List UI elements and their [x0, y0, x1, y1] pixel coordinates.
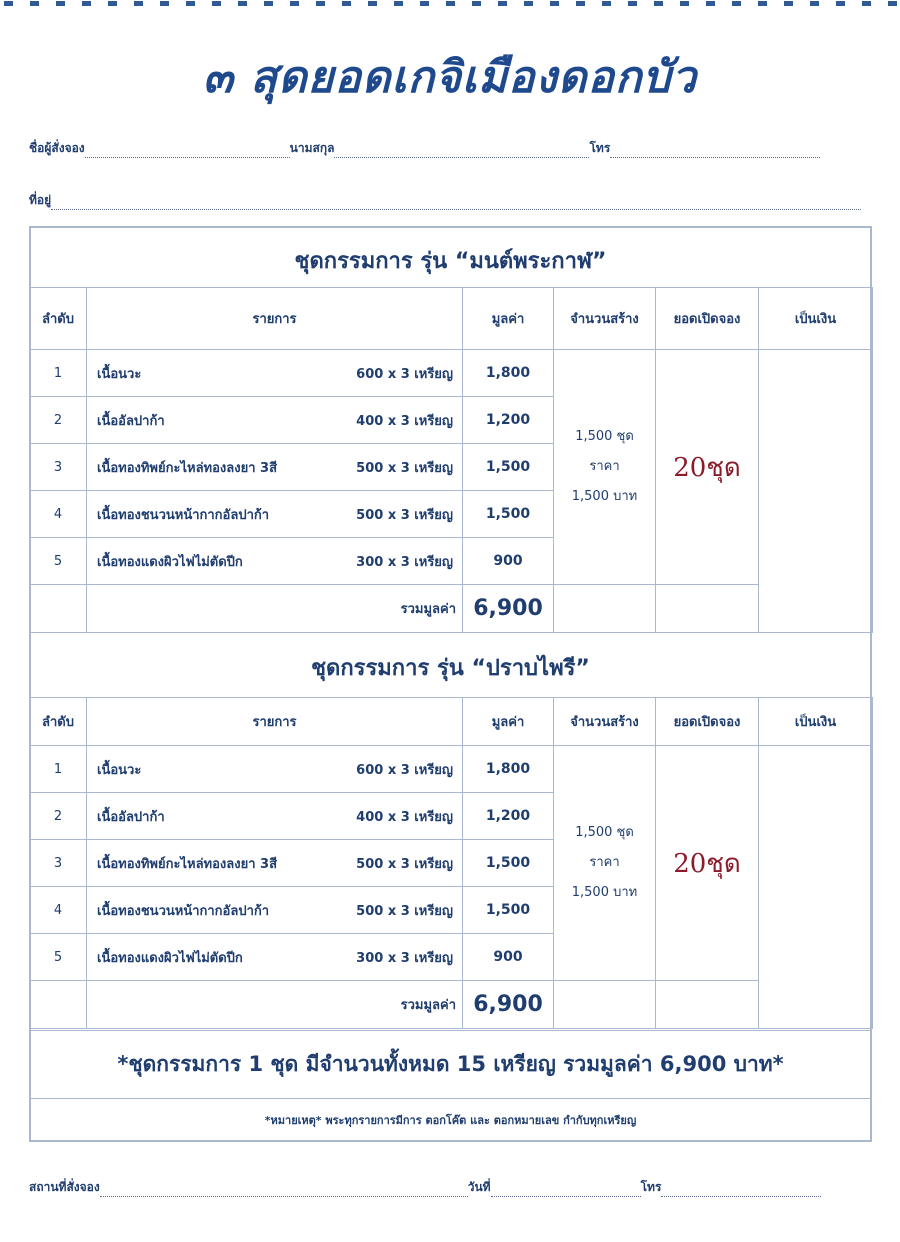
item-name: เนื้อนวะ [97, 366, 142, 382]
item-name: เนื้อทองทิพย์กะไหล่ทองลงยา 3สี [97, 460, 278, 476]
col-build-header: จำนวนสร้าง [554, 698, 656, 746]
item-name: เนื้อทองแดงผิวไฟไม่ตัดปีก [97, 554, 243, 570]
order-place-field[interactable] [29, 1178, 821, 1197]
col-open-header: ยอดเปิดจอง [656, 698, 759, 746]
table-row [30, 350, 873, 397]
items-table-2 [29, 697, 873, 1029]
item-name: เนื้ออัลปาก้า [97, 413, 165, 429]
order-place-blank[interactable] [100, 1184, 468, 1197]
section-title-1: ชุดกรรมการ รุ่น “มนต์พระกาฬ” [294, 249, 607, 274]
perforation-edge [0, 0, 900, 10]
build-quantity-cell [554, 350, 656, 585]
build-quantity-cell [554, 746, 656, 981]
row-value: 1,200 [463, 793, 554, 840]
row-no: 5 [30, 934, 87, 981]
item-spec: 600 x 3 เหรียญ [356, 762, 453, 778]
date-label: วันที่ [467, 1180, 491, 1194]
total-blank [30, 981, 87, 1029]
row-item [87, 934, 463, 981]
item-spec: 400 x 3 เหรียญ [356, 413, 453, 429]
build-qty: 1,500 ชุด [575, 825, 634, 840]
row-item [87, 793, 463, 840]
total-value: 6,900 [463, 585, 554, 633]
total-value: 6,900 [463, 981, 554, 1029]
row-item [87, 746, 463, 793]
phone-label: โทร [589, 141, 611, 155]
col-no-header: ลำดับ [30, 698, 87, 746]
orderer-name-label: ชื่อผู้สั่งจอง [29, 141, 85, 155]
page-title: ๓ สุดยอดเกจิเมืองดอกบัว [202, 52, 698, 103]
row-value: 1,200 [463, 397, 554, 444]
row-no: 5 [30, 538, 87, 585]
item-name: เนื้อทองชนวนหน้ากากอัลปาก้า [97, 507, 270, 523]
row-no: 2 [30, 793, 87, 840]
address-field[interactable] [29, 191, 861, 210]
table-header-row [30, 288, 873, 350]
total-open-blank [656, 981, 759, 1029]
build-price: 1,500 บาท [571, 489, 638, 504]
total-label: รวมมูลค่า [87, 981, 463, 1029]
build-price-label: ราคา [589, 459, 620, 474]
item-spec: 300 x 3 เหรียญ [356, 950, 453, 966]
items-table-1 [29, 287, 873, 633]
item-name: เนื้อนวะ [97, 762, 142, 778]
footer-phone-blank[interactable] [661, 1184, 821, 1197]
surname-label: นามสกุล [289, 141, 335, 155]
address-blank[interactable] [51, 197, 861, 210]
item-spec: 300 x 3 เหรียญ [356, 554, 453, 570]
item-spec: 400 x 3 เหรียญ [356, 809, 453, 825]
address-label: ที่อยู่ [29, 193, 52, 207]
col-amount-header: เป็นเงิน [759, 698, 873, 746]
build-price: 1,500 บาท [571, 885, 638, 900]
row-value: 1,800 [463, 350, 554, 397]
row-item [87, 397, 463, 444]
item-name: เนื้อทองชนวนหน้ากากอัลปาก้า [97, 903, 270, 919]
row-item [87, 350, 463, 397]
row-no: 3 [30, 444, 87, 491]
order-place-label: สถานที่สั่งจอง [29, 1180, 100, 1194]
row-item [87, 444, 463, 491]
row-value: 1,500 [463, 444, 554, 491]
total-blank [30, 585, 87, 633]
col-no-header: ลำดับ [30, 288, 87, 350]
row-no: 4 [30, 887, 87, 934]
row-item [87, 491, 463, 538]
open-booking-cell: 20ชุด [656, 746, 759, 981]
table-row [30, 746, 873, 793]
total-open-blank [656, 585, 759, 633]
row-no: 1 [30, 746, 87, 793]
col-item-header: รายการ [87, 698, 463, 746]
build-price-label: ราคา [589, 855, 620, 870]
col-value-header: มูลค่า [463, 288, 554, 350]
item-name: เนื้ออัลปาก้า [97, 809, 165, 825]
row-value: 1,500 [463, 840, 554, 887]
item-name: เนื้อทองแดงผิวไฟไม่ตัดปีก [97, 950, 243, 966]
open-booking-cell: 20ชุด [656, 350, 759, 585]
remark-note: *หมายเหตุ* พระทุกรายการมีการ ตอกโค๊ต และ ตอกหมายเลข กำกับทุกเหรียญ [264, 1114, 637, 1127]
row-no: 2 [30, 397, 87, 444]
date-blank[interactable] [491, 1184, 641, 1197]
row-item [87, 840, 463, 887]
amount-cell[interactable] [759, 746, 873, 1029]
orderer-name-blank[interactable] [85, 145, 290, 158]
total-label: รวมมูลค่า [87, 585, 463, 633]
amount-cell[interactable] [759, 350, 873, 633]
row-item [87, 538, 463, 585]
row-no: 1 [30, 350, 87, 397]
total-row [30, 981, 873, 1029]
item-spec: 600 x 3 เหรียญ [356, 366, 453, 382]
footer-phone-label: โทร [640, 1180, 662, 1194]
item-spec: 500 x 3 เหรียญ [356, 903, 453, 919]
col-open-header: ยอดเปิดจอง [656, 288, 759, 350]
set-summary-note: *ชุดกรรมการ 1 ชุด มีจำนวนทั้งหมด 15 เหรียญ รวมมูลค่า 6,900 บาท* [29, 1030, 872, 1099]
total-build-blank [554, 981, 656, 1029]
row-value: 1,500 [463, 491, 554, 538]
orderer-name-field[interactable] [29, 139, 820, 158]
item-spec: 500 x 3 เหรียญ [356, 507, 453, 523]
col-build-header: จำนวนสร้าง [554, 288, 656, 350]
row-no: 4 [30, 491, 87, 538]
row-value: 1,800 [463, 746, 554, 793]
col-item-header: รายการ [87, 288, 463, 350]
row-item [87, 887, 463, 934]
table-header-row [30, 698, 873, 746]
row-value: 900 [463, 934, 554, 981]
item-spec: 500 x 3 เหรียญ [356, 460, 453, 476]
phone-blank[interactable] [610, 145, 820, 158]
surname-blank[interactable] [334, 145, 589, 158]
section-title-2: ชุดกรรมการ รุ่น “ปราบไพรี” [311, 656, 590, 681]
total-build-blank [554, 585, 656, 633]
total-row [30, 585, 873, 633]
col-amount-header: เป็นเงิน [759, 288, 873, 350]
col-value-header: มูลค่า [463, 698, 554, 746]
build-qty: 1,500 ชุด [575, 429, 634, 444]
item-spec: 500 x 3 เหรียญ [356, 856, 453, 872]
row-value: 900 [463, 538, 554, 585]
row-value: 1,500 [463, 887, 554, 934]
row-no: 3 [30, 840, 87, 887]
item-name: เนื้อทองทิพย์กะไหล่ทองลงยา 3สี [97, 856, 278, 872]
